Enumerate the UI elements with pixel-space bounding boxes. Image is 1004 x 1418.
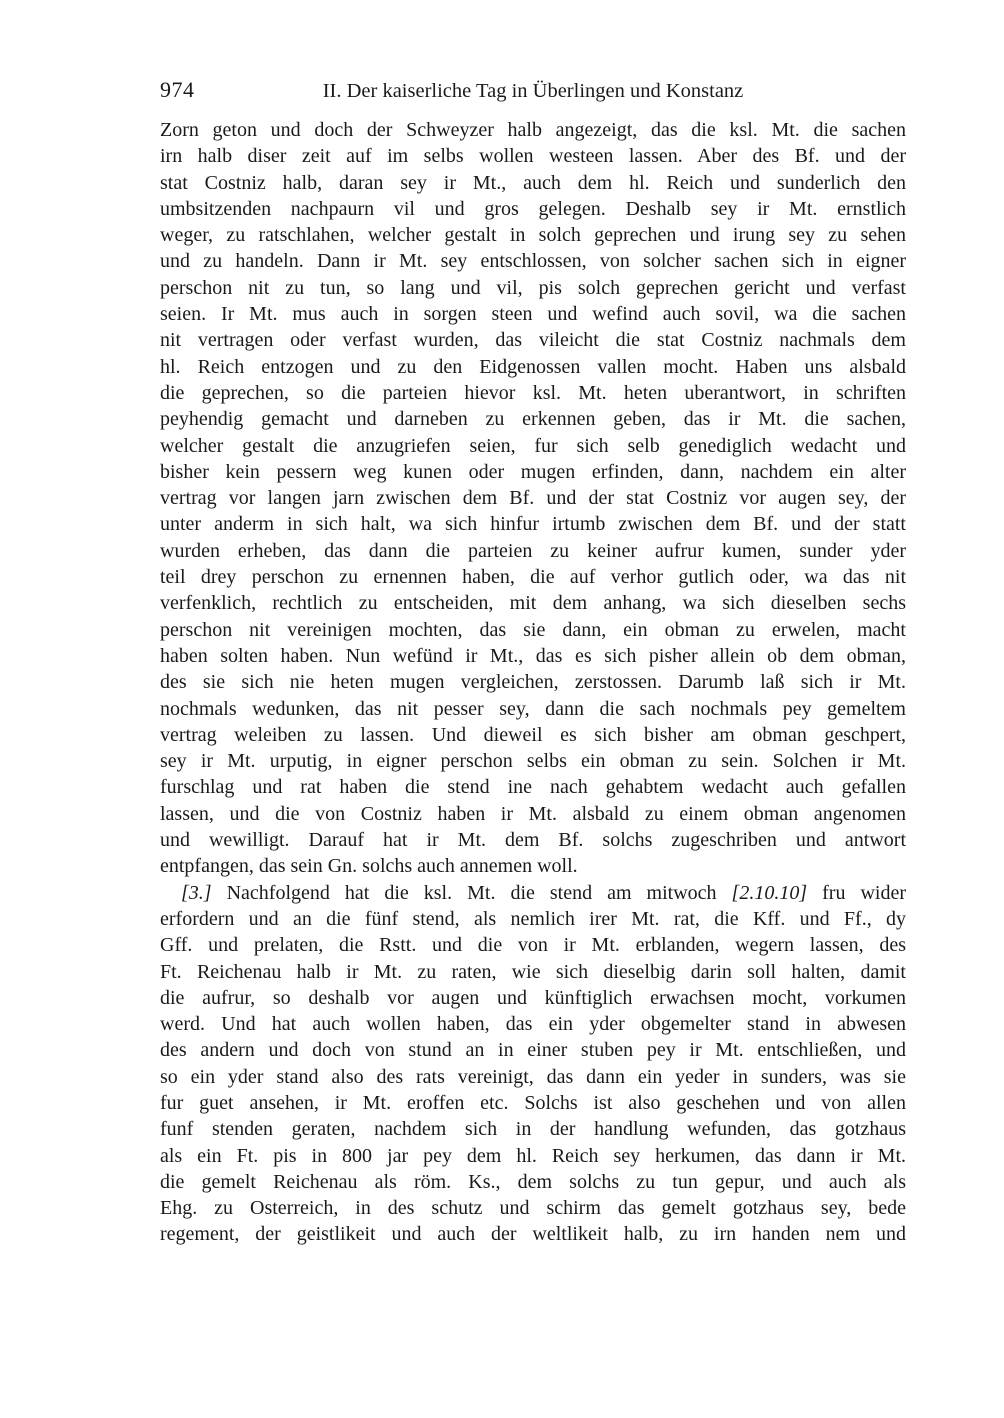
text-segment: Nachfolgend hat die ksl. Mt. die stend am mitwoch [211,881,732,904]
page-header [160,78,906,106]
text-line: Zorn geton und doch der Schweyzer halb angezeigt, das die ksl. Mt. die sachen [160,119,906,141]
text-line: vertrag vor langen jarn zwischen dem Bf. und der stat Costniz vor augen sey, der [160,487,906,510]
text-line: welcher gestalt die anzugriefen seien, fur sich selb genediglich wedacht und [160,434,906,457]
text-line: peyhendig gemacht und darneben zu erkennen geben, das ir Mt. die sachen, [160,408,906,431]
text-line: funf stenden geraten, nachdem sich in der handlung wefunden, das gotzhaus [160,1118,906,1141]
text-line: haben solten haben. Nun wefünd ir Mt., das es sich pisher allein ob dem obman, [160,644,906,667]
text-line: lassen, und die von Costniz haben ir Mt. alsbald zu einem obman angenomen [160,802,906,825]
text-line: umbsitzenden nachpaurn vil und gros gelegen. Deshalb sey ir Mt. ernstlich [160,197,906,220]
text-line: die aufrur, so deshalb vor augen und künftiglich erwachsen mocht, vorkumen [160,986,906,1009]
text-line: die gemelt Reichenau als röm. Ks., dem solchs zu tun gepur, und auch als [160,1170,906,1193]
text-line: sey ir Mt. urputig, in eigner perschon selbs ein obman zu sein. Solchen ir Mt. [160,750,906,773]
text-line: nit vertragen oder verfast wurden, das vileicht die stat Costniz nachmals dem [160,329,906,352]
text-line: entpfangen, das sein Gn. solchs auch annemen woll. [160,855,578,878]
text-line: regement, der geistlikeit und auch der weltlikeit halb, zu irn handen nem und [160,1223,906,1246]
text-line: seien. Ir Mt. mus auch in sorgen steen und wefind auch sovil, wa die sachen [160,303,906,326]
page-number: 974 [160,77,195,102]
text-line: werd. Und hat auch wollen haben, das ein yder obgemelter stand in abwesen [160,1013,906,1036]
text-line: so ein yder stand also des rats vereinigt, das dann ein yeder in sunders, was sie [160,1065,906,1088]
text-line: verfenklich, rechtlich zu entscheiden, mit dem anhang, wa sich dieselben sechs [160,592,906,615]
text-line: Ft. Reichenau halb ir Mt. zu raten, wie sich dieselbig darin soll halten, damit [160,960,906,983]
editorial-marker: [2.10.10] [731,881,808,904]
text-line: fur guet ansehen, ir Mt. eroffen etc. Solchs ist also geschehen und von allen [160,1091,906,1114]
paragraph [160,880,906,1248]
text-line: des sie sich nie heten mugen vergleichen, zerstossen. Darumb laß sich ir Mt. [160,671,906,694]
text-line: Gff. und prelaten, die Rstt. und die von ir Mt. erblanden, wegern lassen, des [160,934,906,957]
text-body [160,117,906,1248]
text-line: irn halb diser zeit auf im selbs wollen westeen lassen. Aber des Bf. und der [160,145,906,168]
text-line: furschlag und rat haben die stend ine nach gehabtem wedacht auch gefallen [160,776,906,799]
text-line: die geprechen, so die parteien hievor ksl. Mt. heten uberantwort, in schriften [160,381,906,404]
text-line: stat Costniz halb, daran sey ir Mt., auch dem hl. Reich und sunderlich den [160,171,906,194]
text-line: bisher kein pessern weg kunen oder mugen erfinden, dann, nachdem ein alter [160,460,906,483]
text-line: nochmals wedunken, das nit pesser sey, dann die sach nochmals pey gemeltem [160,697,906,720]
text-line: Ehg. zu Osterreich, in des schutz und schirm das gemelt gotzhaus sey, bede [160,1197,906,1220]
text-line [160,880,906,906]
running-title: II. Der kaiserliche Tag in Überlingen und Konstanz [322,80,744,102]
text-line: des andern und doch von stund an in einer stuben pey ir Mt. entschließen, und [160,1039,906,1062]
paragraph [160,117,906,880]
text-line: teil drey perschon zu ernennen haben, die auf verhor gutlich oder, wa das nit [160,566,906,589]
text-line: perschon nit vereinigen mochten, das sie dann, ein obman zu erwelen, macht [160,618,906,641]
text-line: weger, zu ratschlahen, welcher gestalt in solch geprechen und irung sey zu sehen [160,224,906,247]
text-line: und zu handeln. Dann ir Mt. sey entschlossen, von solcher sachen sich in eigner [160,250,906,273]
text-line: unter anderm in sich halt, wa sich hinfur irtumb zwischen dem Bf. und der statt [160,513,906,536]
text-line: perschon nit zu tun, so lang und vil, pis solch geprechen gericht und verfast [160,276,906,299]
text-line: wurden erheben, das dann die parteien zu keiner aufrur kumen, sunder yder [160,539,906,562]
text-line: als ein Ft. pis in 800 jar pey dem hl. Reich sey herkumen, das dann ir Mt. [160,1144,906,1167]
text-line: vertrag weleiben zu lassen. Und dieweil es sich bisher am obman geschpert, [160,723,906,746]
text-line: hl. Reich entzogen und zu den Eidgenossen vallen mocht. Haben uns alsbald [160,355,906,378]
text-line: und wewilligt. Darauf hat ir Mt. dem Bf. solchs zugeschriben und antwort [160,829,906,852]
editorial-marker: [3.] [181,881,212,904]
text-segment: fru wider [807,881,906,904]
text-line: erfordern und an die fünf stend, als nemlich irer Mt. rat, die Kff. und Ff., dy [160,907,906,930]
